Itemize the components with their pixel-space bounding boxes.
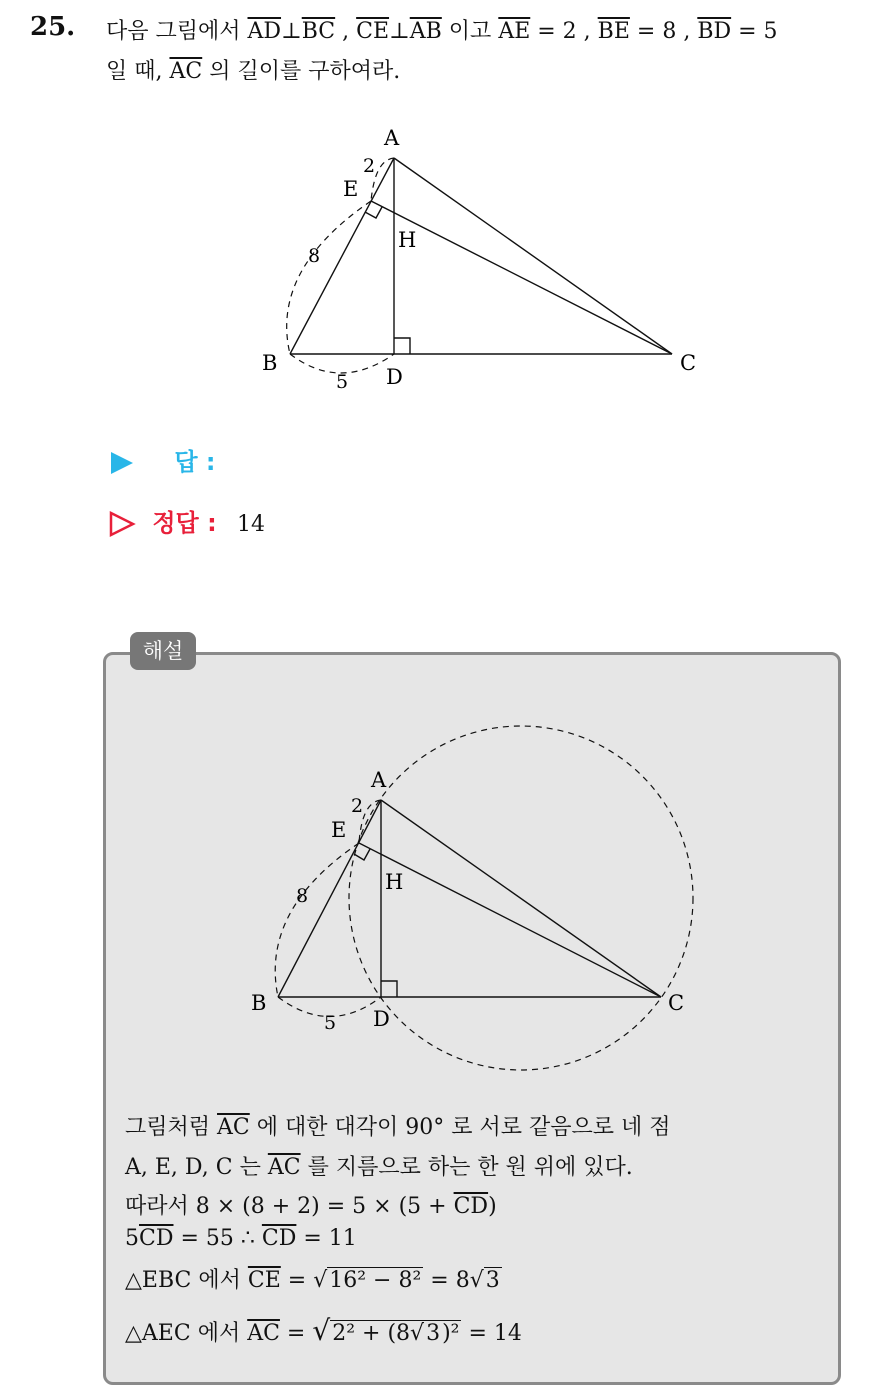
label-d: D [386, 365, 403, 389]
question-number: 25. [30, 12, 76, 42]
exp-segment-ec [359, 843, 661, 997]
exp-segment-ac [381, 800, 661, 997]
explanation-line-3: 따라서 $8 \times (8 + 2) = 5 \times (5 + \overline{CD})$ [125, 1194, 497, 1219]
sqrt-sign: √ [312, 1314, 331, 1347]
exp-label-a: A [371, 768, 387, 792]
exp-label-b: B [251, 991, 267, 1015]
correct-answer-label: 정답 : [152, 509, 217, 537]
outline-play-icon [108, 510, 136, 538]
triangle-figure [240, 120, 720, 400]
right-angle-d [394, 338, 410, 354]
label-e: E [343, 177, 359, 201]
explanation-figure [240, 720, 710, 1080]
label-a: A [384, 126, 400, 150]
exp-arcs [275, 726, 693, 1070]
explanation-line-2: A, E, D, C 는 $\overline{AC}$ 를 지름으로 하는 한 원 위에 있다. [125, 1155, 633, 1180]
explanation-line-1: 그림처럼 $\overline{AC}$ 에 대한 대각이 90° 로 서로 같음으로 네 점 [125, 1115, 671, 1140]
question-line-2: 일 때, $\overline{AC}$ 의 길이를 구하여라. [106, 59, 401, 84]
exp-label-h: H [385, 870, 404, 894]
explanation-line-4: $5\overline{CD} = 55$ ∴ $\overline{CD} = 11$ [125, 1226, 357, 1251]
label-c: C [680, 351, 697, 375]
exp-label-c: C [668, 991, 685, 1015]
segment-ac [394, 158, 672, 354]
sqrt-sign: √ [469, 1268, 484, 1293]
explanation-tag: 해설 [130, 632, 196, 670]
measure-be: 8 [308, 245, 321, 267]
label-h: H [398, 228, 417, 252]
sqrt-sign: √ [410, 1321, 425, 1346]
answer-label: 답 : [174, 448, 216, 476]
exp-measure-be: 8 [296, 885, 309, 907]
label-b: B [262, 351, 278, 375]
explanation-line-5: △EBC 에서 $\overline{CE} = √16^2 - 8^2 = 8√3$ [125, 1268, 500, 1293]
segment-ab [290, 158, 394, 354]
exp-right-angle-e [354, 849, 370, 860]
exp-measure-ae: 2 [351, 795, 364, 817]
play-icon [108, 449, 136, 477]
exp-label-e: E [331, 818, 347, 842]
exp-label-d: D [373, 1007, 390, 1031]
exp-right-angle-d [381, 981, 397, 997]
explanation-line-6: △AEC 에서 $\overline{AC} = √2^2 + (8√3)^2 = 14$ [125, 1314, 522, 1347]
correct-answer-value: 14 [237, 512, 266, 537]
measure-ae: 2 [363, 155, 376, 177]
exp-segment-ab [278, 800, 381, 997]
answer-blank-row [108, 442, 216, 477]
correct-answer-row [108, 503, 265, 538]
question-line-1: 다음 그림에서 $\overline{AD}\perp\overline{BC}$ , $\overline{CE}\perp\overline{AB}$ 이고 $\overline{AE} = 2$ , $\overline{BE} = 8$ , $\overline{BD} = 5$ [106, 19, 778, 44]
measure-bd: 5 [336, 371, 349, 393]
segment-ec [371, 201, 672, 354]
exp-measure-bd: 5 [324, 1012, 337, 1034]
sqrt-sign: √ [313, 1268, 328, 1293]
measure-arcs [287, 158, 394, 373]
